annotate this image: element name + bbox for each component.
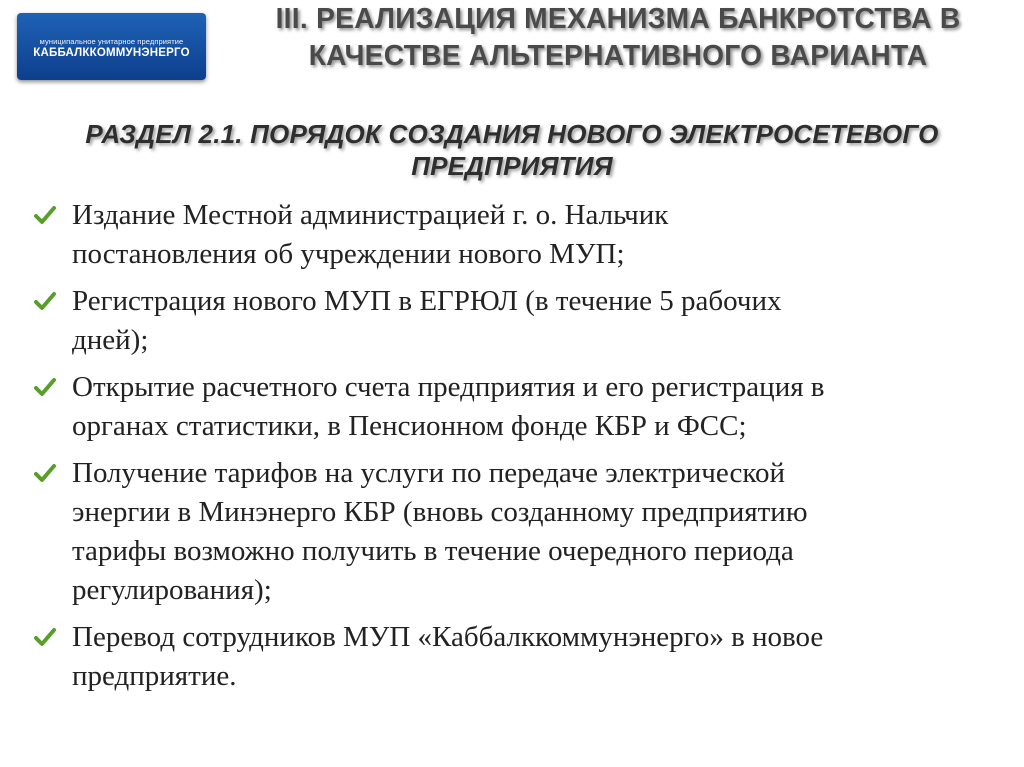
section-subtitle xyxy=(30,118,994,182)
bullet-item xyxy=(32,454,982,610)
check-mark-icon xyxy=(34,291,56,311)
check-mark-icon xyxy=(34,377,56,397)
bullet-item xyxy=(32,618,982,696)
check-mark-icon xyxy=(34,627,56,647)
bullet-item xyxy=(32,282,982,360)
bullet-line: тарифы возможно получить в течение очередного периода xyxy=(72,535,794,567)
logo-name: КАББАЛККОММУНЭНЕРГО xyxy=(33,47,190,59)
bullet-line: Открытие расчетного счета предприятия и его регистрация в xyxy=(72,371,825,403)
bullet-line: регулирования); xyxy=(72,574,272,606)
check-mark-icon xyxy=(34,463,56,483)
slide-title-line-2: КАЧЕСТВЕ АЛЬТЕРНАТИВНОГО ВАРИАНТА xyxy=(308,40,928,72)
bullet-item xyxy=(32,368,982,446)
company-logo xyxy=(17,13,206,80)
section-subtitle-line-1: РАЗДЕЛ 2.1. ПОРЯДОК СОЗДАНИЯ НОВОГО ЭЛЕКТРОСЕТЕВОГО xyxy=(85,119,939,149)
bullet-line: энергии в Минэнерго КБР (вновь созданному предприятию xyxy=(72,496,808,528)
logo-subtitle: муниципальное унитарное предприятие xyxy=(39,37,184,46)
check-mark-icon xyxy=(34,205,56,225)
bullet-line: дней); xyxy=(72,324,149,356)
bullet-line: Получение тарифов на услуги по передаче электрической xyxy=(72,457,785,489)
bullet-item xyxy=(32,196,982,274)
bullet-line: Регистрация нового МУП в ЕГРЮЛ (в течение 5 рабочих xyxy=(72,285,782,317)
bullet-list xyxy=(32,196,982,704)
slide-title-line-1: III. РЕАЛИЗАЦИЯ МЕХАНИЗМА БАНКРОТСТВА В xyxy=(275,3,961,35)
section-subtitle-line-2: ПРЕДПРИЯТИЯ xyxy=(411,151,613,181)
bullet-line: Перевод сотрудников МУП «Каббалккоммунэнерго» в новое xyxy=(72,621,824,653)
bullet-line: предприятие. xyxy=(72,660,237,692)
bullet-line: органах статистики, в Пенсионном фонде КБР и ФСС; xyxy=(72,410,747,442)
bullet-line: постановления об учреждении нового МУП; xyxy=(72,238,625,270)
slide-title xyxy=(240,1,997,75)
bullet-line: Издание Местной администрацией г. о. Нальчик xyxy=(72,199,669,231)
